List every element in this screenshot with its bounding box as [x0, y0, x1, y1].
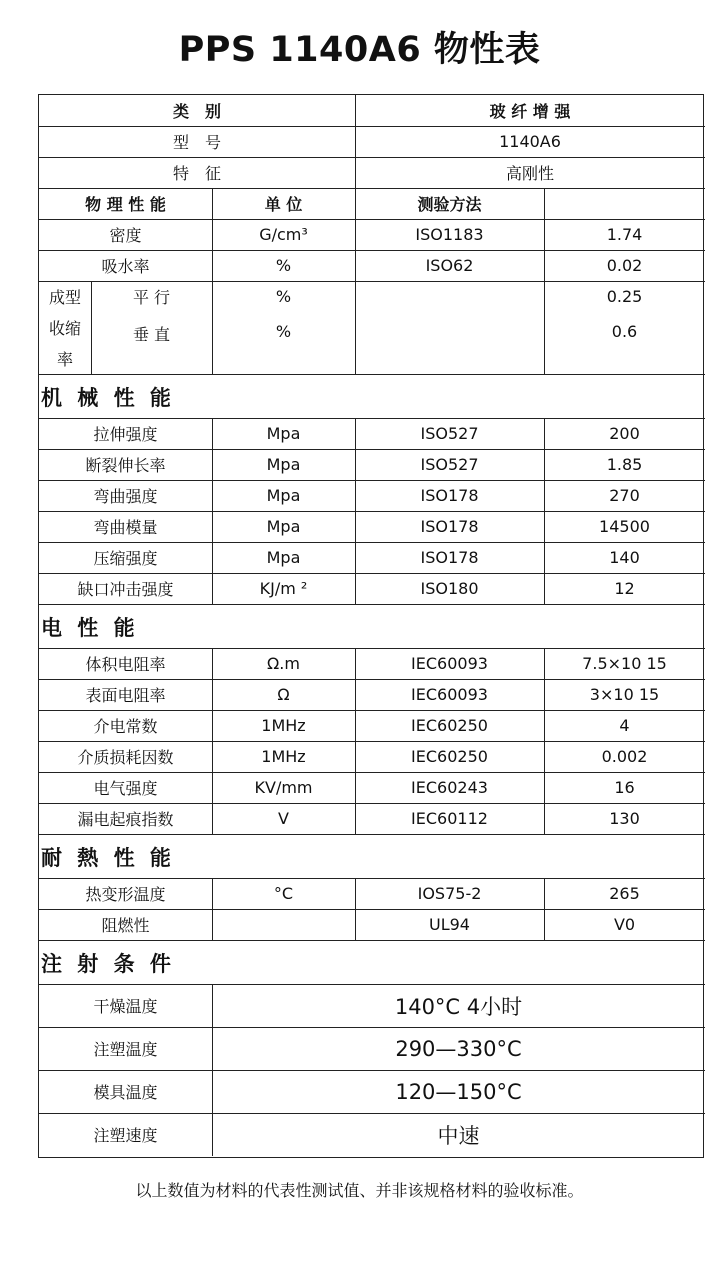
column-divider [212, 648, 213, 679]
property-value: V0 [613, 915, 636, 934]
property-unit: Ω [277, 685, 290, 704]
column-divider [544, 418, 545, 449]
property-value: 3×10 15 [589, 685, 660, 704]
property-value: 12 [614, 579, 635, 598]
shrinkage-parallel-unit: % [275, 287, 292, 306]
column-divider [355, 909, 356, 940]
column-divider [355, 281, 356, 374]
property-value: 130 [609, 809, 640, 828]
column-divider [355, 250, 356, 281]
column-divider [355, 449, 356, 480]
property-value: 4 [619, 716, 630, 735]
column-divider [544, 909, 545, 940]
shrinkage-label-line: 收缩 [48, 319, 81, 338]
column-divider [355, 772, 356, 803]
property-unit: °C [273, 884, 294, 903]
column-divider [212, 1027, 213, 1070]
column-divider [212, 772, 213, 803]
column-divider [355, 679, 356, 710]
column-divider [544, 878, 545, 909]
column-header-method: 测验方法 [417, 195, 482, 214]
property-name: 压缩强度 [93, 549, 158, 568]
property-unit: Mpa [266, 455, 301, 474]
column-divider [355, 418, 356, 449]
column-divider [212, 909, 213, 940]
column-divider [212, 984, 213, 1027]
column-divider [355, 542, 356, 573]
column-divider [355, 741, 356, 772]
footnote: 以上数值为材料的代表性测试值、并非该规格材料的验收标准。 [135, 1181, 584, 1200]
category-value: 玻 纤 增 强 [489, 102, 571, 121]
property-unit: 1MHz [261, 747, 306, 766]
property-unit: Mpa [266, 424, 301, 443]
property-name: 电气强度 [93, 779, 158, 798]
shrinkage-vertical-value: 0.6 [611, 322, 638, 341]
column-divider [212, 710, 213, 741]
property-name: 体积电阻率 [85, 655, 166, 674]
column-divider [544, 679, 545, 710]
shrinkage-label-line: 率 [56, 350, 73, 369]
column-divider [544, 542, 545, 573]
property-value: 270 [609, 486, 640, 505]
property-name: 弯曲强度 [93, 487, 158, 506]
property-unit: G/cm³ [259, 225, 308, 244]
condition-value: 中速 [437, 1123, 480, 1148]
property-unit: Ω.m [267, 654, 300, 673]
condition-value: 290—330°C [395, 1036, 522, 1061]
property-unit: 1MHz [261, 716, 306, 735]
thermal-section-title: 耐 熱 性 能 [41, 846, 175, 870]
column-divider [544, 648, 545, 679]
test-method: IEC60093 [411, 654, 488, 673]
property-name: 阻燃性 [101, 916, 150, 935]
property-unit: V [278, 809, 289, 828]
property-unit: KV/mm [254, 778, 313, 797]
column-divider [355, 188, 356, 219]
test-method: ISO180 [420, 579, 479, 598]
condition-value: 140°C 4小时 [394, 994, 523, 1019]
column-divider [355, 803, 356, 834]
electrical-section-title: 电 性 能 [41, 616, 139, 640]
property-value: 14500 [599, 517, 650, 536]
column-divider [212, 803, 213, 834]
column-divider [212, 1070, 213, 1113]
column-divider [355, 710, 356, 741]
property-value: 16 [614, 778, 635, 797]
mechanical-section-title: 机 械 性 能 [41, 386, 175, 410]
property-value: 1.85 [606, 455, 643, 474]
property-value: 7.5×10 15 [582, 654, 667, 673]
property-name: 吸水率 [101, 257, 150, 276]
property-name: 介电常数 [93, 717, 158, 736]
property-name: 断裂伸长率 [85, 456, 166, 475]
test-method: IEC60093 [411, 685, 488, 704]
model-value: 1140A6 [499, 132, 561, 151]
column-divider [212, 1113, 213, 1156]
shrinkage-label [39, 281, 91, 374]
column-header-property: 物 理 性 能 [85, 195, 166, 214]
column-divider [212, 878, 213, 909]
column-divider [544, 250, 545, 281]
property-value: 200 [609, 424, 640, 443]
column-divider [212, 573, 213, 604]
column-divider [544, 710, 545, 741]
model-label: 型 号 [172, 133, 221, 152]
column-divider [212, 480, 213, 511]
column-divider [544, 480, 545, 511]
column-divider [544, 772, 545, 803]
property-name: 拉伸强度 [93, 425, 158, 444]
column-divider [212, 511, 213, 542]
test-method: ISO178 [420, 486, 479, 505]
property-unit [212, 909, 355, 940]
property-value: 0.02 [606, 256, 643, 275]
property-name: 介质损耗因数 [77, 748, 174, 767]
column-divider [355, 573, 356, 604]
shrinkage-parallel-value: 0.25 [606, 287, 643, 306]
property-unit: KJ/m ² [259, 579, 308, 598]
test-method: IEC60250 [411, 716, 488, 735]
column-divider [544, 281, 545, 374]
shrinkage-vertical-unit: % [275, 322, 292, 341]
property-name: 弯曲模量 [93, 518, 158, 537]
test-method: ISO1183 [415, 225, 484, 244]
column-divider [212, 281, 213, 374]
column-divider [355, 157, 356, 188]
column-divider [212, 449, 213, 480]
row-divider [39, 604, 705, 605]
property-name: 表面电阻率 [85, 686, 166, 705]
shrinkage-parallel-name: 平 行 [132, 288, 171, 307]
column-divider [544, 803, 545, 834]
test-method: IOS75-2 [417, 884, 482, 903]
shrinkage-vertical-name: 垂 直 [132, 325, 171, 344]
column-divider [544, 511, 545, 542]
column-divider [544, 219, 545, 250]
condition-name: 干燥温度 [93, 997, 158, 1016]
property-value: 1.74 [606, 225, 643, 244]
shrinkage-label-line: 成型 [48, 288, 81, 307]
test-method: ISO527 [420, 424, 479, 443]
column-divider [212, 418, 213, 449]
column-divider [544, 741, 545, 772]
row-divider [39, 834, 705, 835]
property-unit: % [275, 256, 292, 275]
property-value: 265 [609, 884, 640, 903]
feature-label: 特 征 [172, 164, 221, 183]
test-method: ISO178 [420, 517, 479, 536]
test-method: ISO62 [425, 256, 474, 275]
condition-name: 注塑速度 [93, 1126, 158, 1145]
column-divider [355, 480, 356, 511]
row-divider [39, 940, 705, 941]
column-divider [355, 219, 356, 250]
category-label: 类 别 [172, 102, 221, 121]
test-method: ISO527 [420, 455, 479, 474]
property-value: 0.002 [601, 747, 648, 766]
column-divider [544, 573, 545, 604]
column-divider [212, 219, 213, 250]
property-unit: Mpa [266, 486, 301, 505]
injection-section-title: 注 射 条 件 [41, 952, 175, 976]
column-header-unit: 单 位 [264, 195, 303, 214]
row-divider [39, 374, 705, 375]
test-method: IEC60243 [411, 778, 488, 797]
column-divider [355, 95, 356, 126]
column-divider [212, 542, 213, 573]
property-name: 热变形温度 [85, 885, 166, 904]
test-method: IEC60112 [411, 809, 488, 828]
test-method: ISO178 [420, 548, 479, 567]
page-title: PPS 1140A6 物性表 [178, 30, 541, 70]
property-name: 漏电起痕指数 [77, 810, 174, 829]
property-unit: Mpa [266, 517, 301, 536]
column-divider [212, 741, 213, 772]
property-name: 缺口冲击强度 [77, 580, 174, 599]
condition-name: 模具温度 [93, 1083, 158, 1102]
property-unit: Mpa [266, 548, 301, 567]
property-name: 密度 [109, 226, 142, 245]
column-divider [544, 449, 545, 480]
column-divider [212, 679, 213, 710]
column-divider [355, 878, 356, 909]
property-table [38, 94, 704, 1158]
condition-name: 注塑温度 [93, 1040, 158, 1059]
property-value: 140 [609, 548, 640, 567]
test-method: IEC60250 [411, 747, 488, 766]
column-divider [355, 511, 356, 542]
column-divider [544, 188, 545, 219]
column-divider [355, 648, 356, 679]
column-divider [355, 126, 356, 157]
column-divider [212, 188, 213, 219]
feature-value: 高刚性 [505, 164, 554, 183]
test-method: UL94 [429, 915, 470, 934]
column-divider [212, 250, 213, 281]
condition-value: 120—150°C [395, 1079, 522, 1104]
